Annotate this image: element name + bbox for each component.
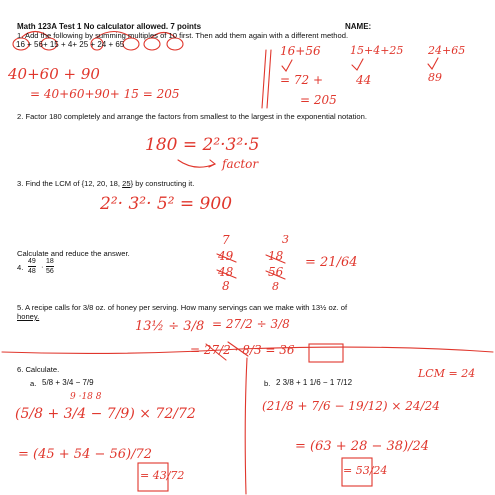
q4-work-result: = 21/64	[305, 255, 358, 270]
q6b-work-line2: = (63 + 28 − 38)/24	[295, 439, 430, 454]
q5-work-line1: 13½ ÷ 3/8	[135, 319, 205, 334]
q1-work-line2: = 40+60+90+ 15 = 205	[30, 87, 180, 101]
q4-work-f1-num-red: 7	[222, 233, 230, 247]
test-title: Math 123A Test 1 No calculator allowed. 7 points	[17, 22, 202, 31]
q4-fraction2: 18 56	[46, 258, 54, 275]
q6b-label: b.	[264, 379, 271, 388]
q2-prompt: 2. Factor 180 completely and arrange the factors from smallest to the largest in the exponential notation.	[17, 112, 367, 121]
q1-pair3: 24+65	[428, 44, 466, 57]
q3-work: 2²· 3²· 5² = 900	[100, 194, 233, 214]
q4-work-f1-den-red: 8	[222, 279, 230, 293]
q1-sum2: 44	[356, 73, 372, 87]
q1-total: = 205	[300, 93, 337, 107]
q6b-expression: 2 3/8 + 1 1/6 − 1 7/12	[276, 378, 353, 387]
q6b-lcm: LCM = 24	[418, 367, 476, 380]
q6a-lcm-row: 9 ·18 8	[70, 392, 102, 402]
q5-prompt: 5. A recipe calls for 3/8 oz. of honey per serving. How many servings can we make with 13½ oz. of	[17, 303, 348, 312]
q4-work-f2-den: 56	[268, 265, 284, 279]
name-label: NAME:	[345, 22, 372, 31]
q4-fraction1: 49 48	[28, 258, 36, 275]
q1-work-line1: 40+60 + 90	[8, 65, 100, 83]
q2-work: 180 = 2²·3²·5	[145, 135, 260, 155]
q5-work-line3: = 27/2 · 8/3 = 36	[190, 343, 295, 357]
q4-work-f1-den: 48	[218, 265, 234, 279]
q1-expression: 16 + 56+ 15 + 4+ 25 + 24 + 65	[16, 40, 125, 49]
q6b-result: = 53/24	[343, 464, 388, 477]
q1-prompt: 1. Add the following by summing multiples of 10 first. Then add them again with a different method.	[17, 31, 349, 40]
q5-work-line2: = 27/2 ÷ 3/8	[212, 317, 290, 331]
q4-work-f2-num: 18	[268, 249, 284, 263]
q4-label: 4.	[17, 263, 24, 272]
q1-sum3: 89	[428, 71, 442, 84]
q6a-result: = 43/72	[140, 469, 185, 482]
q1-pair1: 16+56	[280, 44, 321, 58]
q4-work-f2-den-red: 8	[272, 280, 279, 293]
q1-pair2: 15+4+25	[350, 44, 404, 57]
q6a-work-line2: = (45 + 54 − 56)/72	[18, 447, 153, 462]
q6a-expression: 5/8 + 3/4 − 7/9	[42, 378, 94, 387]
q6a-work-line1: (5/8 + 3/4 − 7/9) × 72/72	[15, 406, 196, 422]
q2-note: factor	[222, 157, 259, 171]
q1-sum1: = 72 +	[280, 73, 324, 87]
q4-prompt: Calculate and reduce the answer.	[17, 249, 130, 258]
q6-prompt: 6. Calculate.	[17, 365, 60, 374]
q4-work-f1-num: 49	[218, 249, 234, 263]
q4-operator: ·	[41, 262, 44, 271]
q6b-work-line1: (21/8 + 7/6 − 19/12) × 24/24	[262, 399, 440, 413]
q4-work-f2-num-red: 3	[282, 233, 289, 246]
q3-prompt: 3. Find the LCM of {12, 20, 18, 25} by constructing it.	[17, 179, 195, 188]
q6a-label: a.	[30, 379, 37, 388]
q5-prompt-cont: honey.	[17, 312, 40, 321]
